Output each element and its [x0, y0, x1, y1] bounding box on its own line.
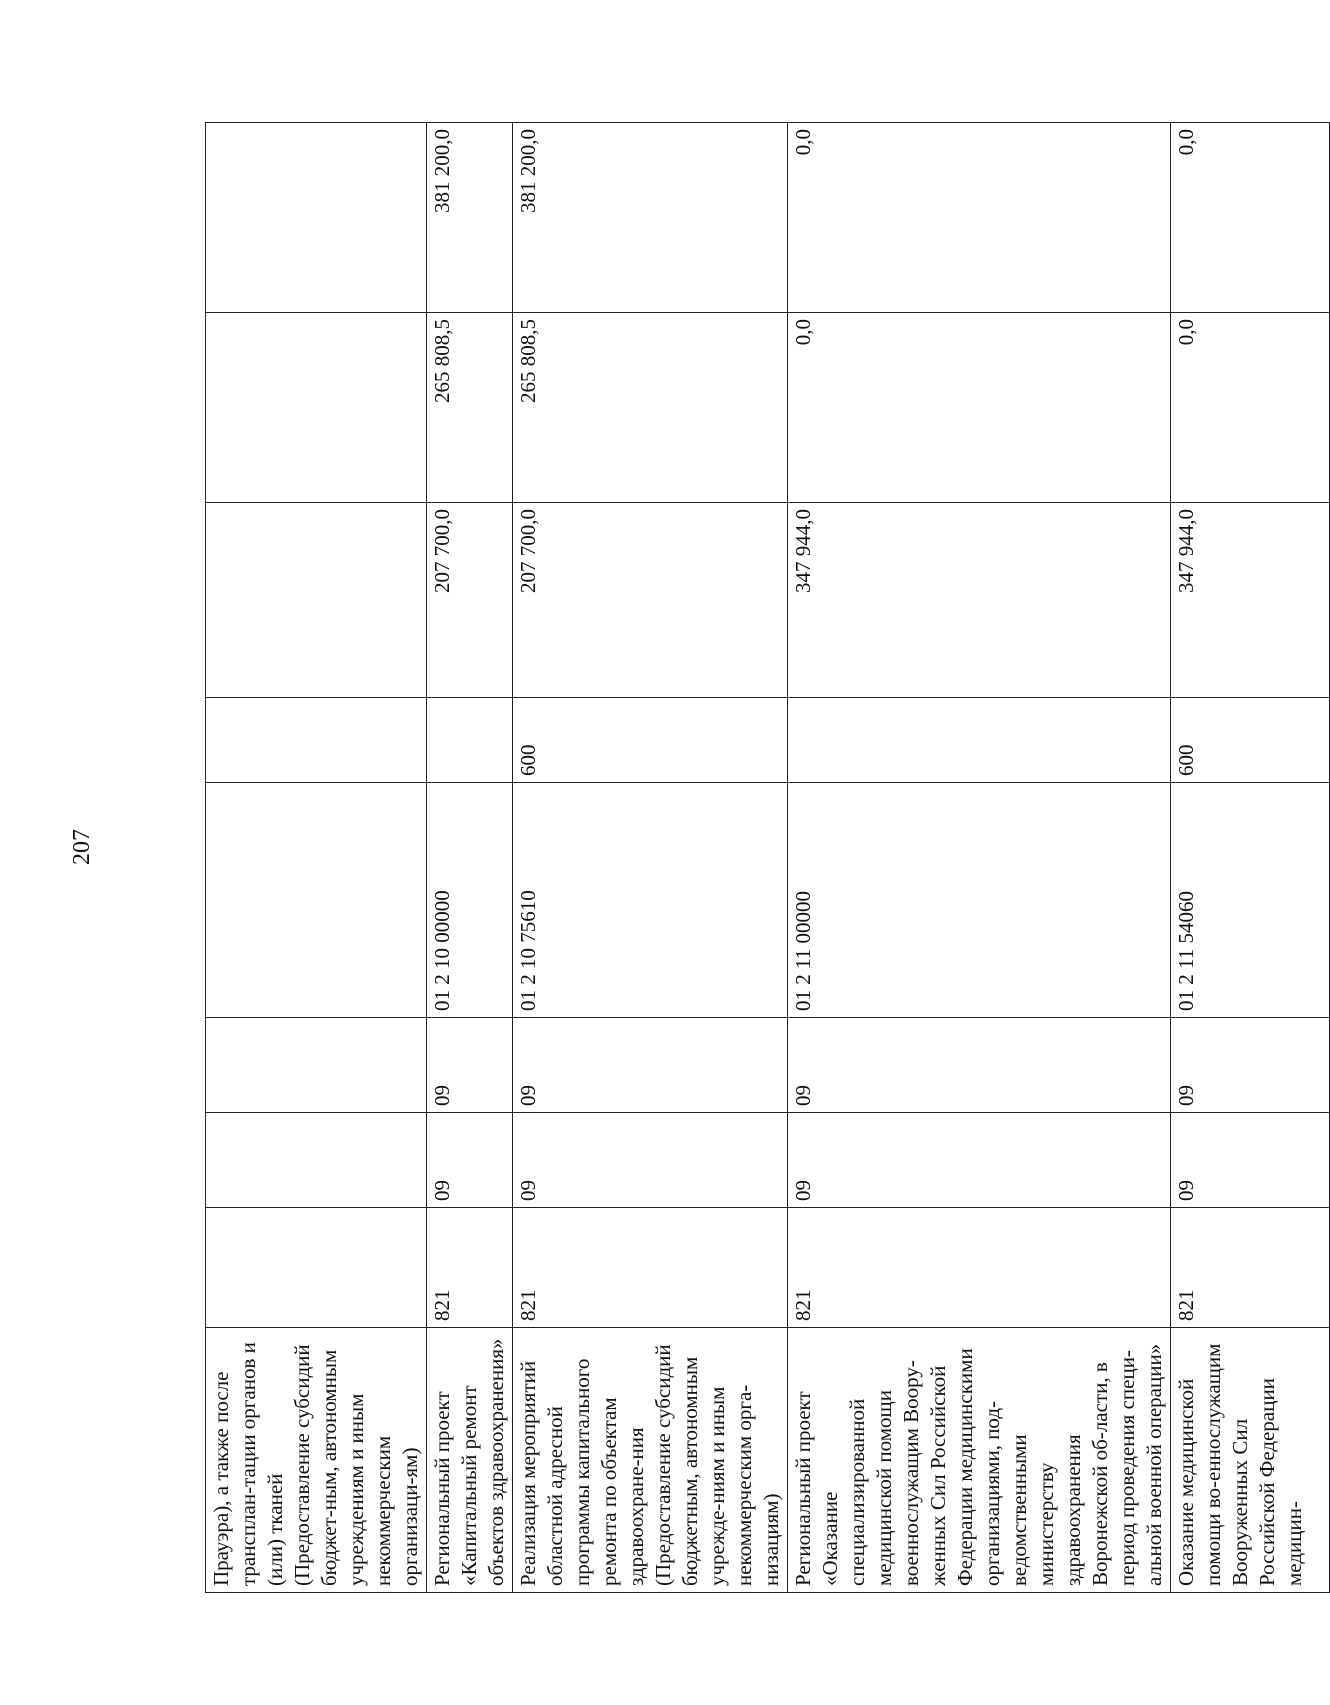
cell-rz: 09 — [513, 1113, 788, 1208]
cell-grbs: 821 — [788, 1208, 1171, 1328]
cell-sum-1: 207 700,0 — [427, 503, 513, 698]
cell-sum-1: 347 944,0 — [1171, 503, 1330, 698]
cell-csr: 01 2 10 75610 — [513, 783, 788, 1018]
cell-pr: 09 — [1171, 1018, 1330, 1113]
cell-sum-3: 0,0 — [788, 123, 1171, 313]
cell-grbs: 821 — [427, 1208, 513, 1328]
cell-sum-2: 265 808,5 — [427, 313, 513, 503]
cell-vr: 600 — [1171, 698, 1330, 783]
cell-sum-1 — [206, 503, 427, 698]
cell-vr — [206, 698, 427, 783]
table-row — [788, 123, 1171, 1593]
cell-name: Региональный проект «Оказание специализированной медицинской помощи военнослужащим Воору-женных Сил Российской Федерации медицинскими организациями, под-ведомственными министерству здравоохранения Воронежской об-ласти, в период проведения специ-альной военной операции» — [788, 1328, 1171, 1593]
cell-sum-2: 0,0 — [1171, 313, 1330, 503]
cell-rz: 09 — [788, 1113, 1171, 1208]
cell-sum-3: 381 200,0 — [427, 123, 513, 313]
cell-vr — [788, 698, 1171, 783]
cell-name: Прауэра), а также после трансплан-тации органов и (или) тканей (Предоставление субсидий бюджет-ным, автономным учреждениям и иным некоммерческим организаци-ям) — [206, 1328, 427, 1593]
cell-sum-1: 207 700,0 — [513, 503, 788, 698]
cell-grbs — [206, 1208, 427, 1328]
cell-sum-3: 0,0 — [1171, 123, 1330, 313]
table-row — [427, 123, 513, 1593]
cell-rz — [206, 1113, 427, 1208]
cell-name: Реализация мероприятий областной адресной программы капитального ремонта по объектам здравоохране-ния (Предоставление субсидий бюджетным, автономным учрежде-ниям и иным некоммерческим орга-низациям) — [513, 1328, 788, 1593]
cell-pr: 09 — [427, 1018, 513, 1113]
cell-sum-2: 0,0 — [788, 313, 1171, 503]
cell-sum-2 — [206, 313, 427, 503]
cell-sum-3: 381 200,0 — [513, 123, 788, 313]
cell-name: Региональный проект «Капитальный ремонт объектов здравоохранения» — [427, 1328, 513, 1593]
page-number: 207 — [69, 829, 95, 865]
cell-csr: 01 2 10 00000 — [427, 783, 513, 1018]
table-row — [206, 123, 427, 1593]
cell-pr — [206, 1018, 427, 1113]
cell-csr — [206, 783, 427, 1018]
cell-sum-3 — [206, 123, 427, 313]
cell-sum-2: 265 808,5 — [513, 313, 788, 503]
cell-pr: 09 — [788, 1018, 1171, 1113]
cell-grbs: 821 — [1171, 1208, 1330, 1328]
table-row — [1171, 123, 1330, 1593]
cell-name: Оказание медицинской помощи во-еннослужащим Вооруженных Сил Российской Федерации медицин- — [1171, 1328, 1330, 1593]
cell-csr: 01 2 11 54060 — [1171, 783, 1330, 1018]
table-row — [513, 123, 788, 1593]
cell-sum-1: 347 944,0 — [788, 503, 1171, 698]
cell-csr: 01 2 11 00000 — [788, 783, 1171, 1018]
cell-vr — [427, 698, 513, 783]
cell-pr: 09 — [513, 1018, 788, 1113]
budget-table — [205, 122, 1330, 1593]
cell-grbs: 821 — [513, 1208, 788, 1328]
rotated-table-container — [205, 123, 1306, 1593]
cell-vr: 600 — [513, 698, 788, 783]
cell-rz: 09 — [427, 1113, 513, 1208]
cell-rz: 09 — [1171, 1113, 1330, 1208]
